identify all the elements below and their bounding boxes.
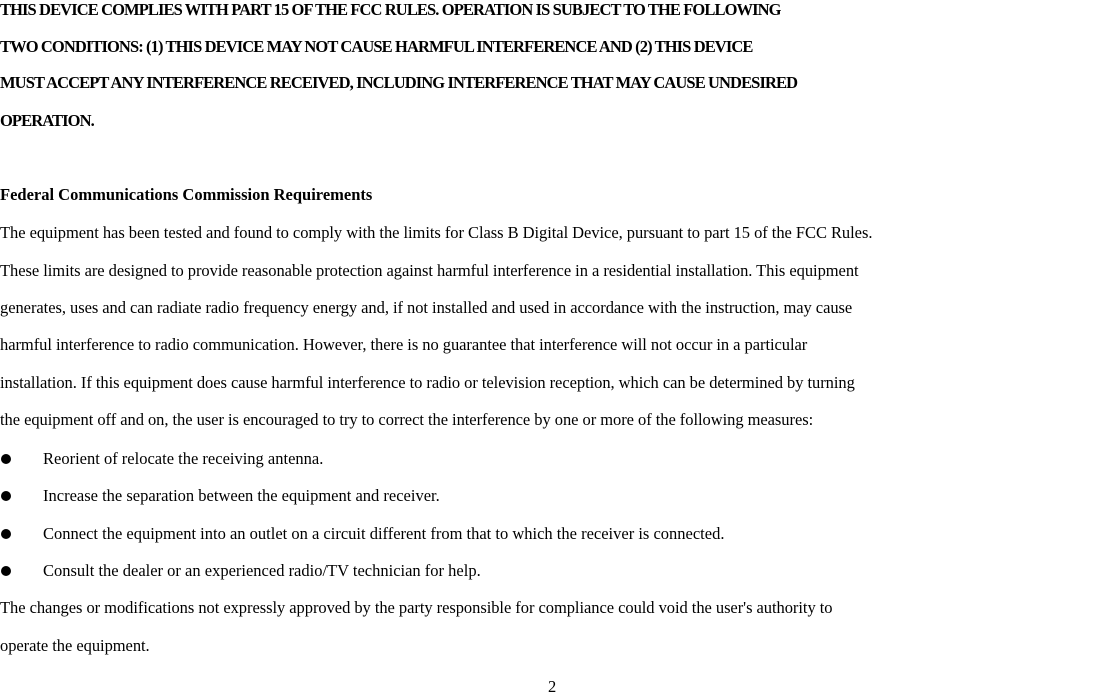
bullet-icon — [1, 491, 11, 501]
warning-line-4: OPERATION. — [0, 111, 94, 130]
warning-line-2: TWO CONDITIONS: (1) THIS DEVICE MAY NOT CAUSE HARMFUL INTERFERENCE AND (2) THIS DEVICE — [0, 37, 753, 56]
paragraph-line-4: harmful interference to radio communication. However, there is no guarantee that interference will not occur in a particular — [0, 335, 808, 354]
measure-text: Consult the dealer or an experienced radio/TV technician for help. — [43, 561, 481, 580]
measure-text: Reorient of relocate the receiving antenna. — [43, 449, 324, 468]
bullet-icon — [1, 566, 11, 576]
closing-line-1: The changes or modifications not expressly approved by the party responsible for compliance could void the user's authority to — [0, 598, 833, 617]
paragraph-line-3: generates, uses and can radiate radio frequency energy and, if not installed and used in accordance with the instruction, may cause — [0, 298, 853, 317]
bullet-icon — [1, 529, 11, 539]
closing-line-2: operate the equipment. — [0, 636, 150, 655]
paragraph-line-6: the equipment off and on, the user is encouraged to try to correct the interference by one or more of the following measures: — [0, 410, 814, 429]
bullet-icon — [1, 454, 11, 464]
measure-text: Connect the equipment into an outlet on a circuit different from that to which the receiver is connected. — [43, 524, 725, 543]
section-heading: Federal Communications Commission Requirements — [0, 185, 373, 204]
warning-line-1: THIS DEVICE COMPLIES WITH PART 15 OF THE FCC RULES. OPERATION IS SUBJECT TO THE FOLLOWING — [0, 0, 781, 19]
warning-line-3: MUST ACCEPT ANY INTERFERENCE RECEIVED, INCLUDING INTERFERENCE THAT MAY CAUSE UNDESIRED — [0, 73, 798, 92]
page-number: 2 — [548, 677, 557, 696]
paragraph-line-2: These limits are designed to provide reasonable protection against harmful interference in a residential installation. This equipment — [0, 261, 859, 280]
paragraph-line-1: The equipment has been tested and found to comply with the limits for Class B Digital Device, pursuant to part 15 of the FCC Rules. — [0, 223, 873, 242]
measure-text: Increase the separation between the equipment and receiver. — [43, 486, 440, 505]
paragraph-line-5: installation. If this equipment does cause harmful interference to radio or television reception, which can be determined by turning — [0, 373, 855, 392]
